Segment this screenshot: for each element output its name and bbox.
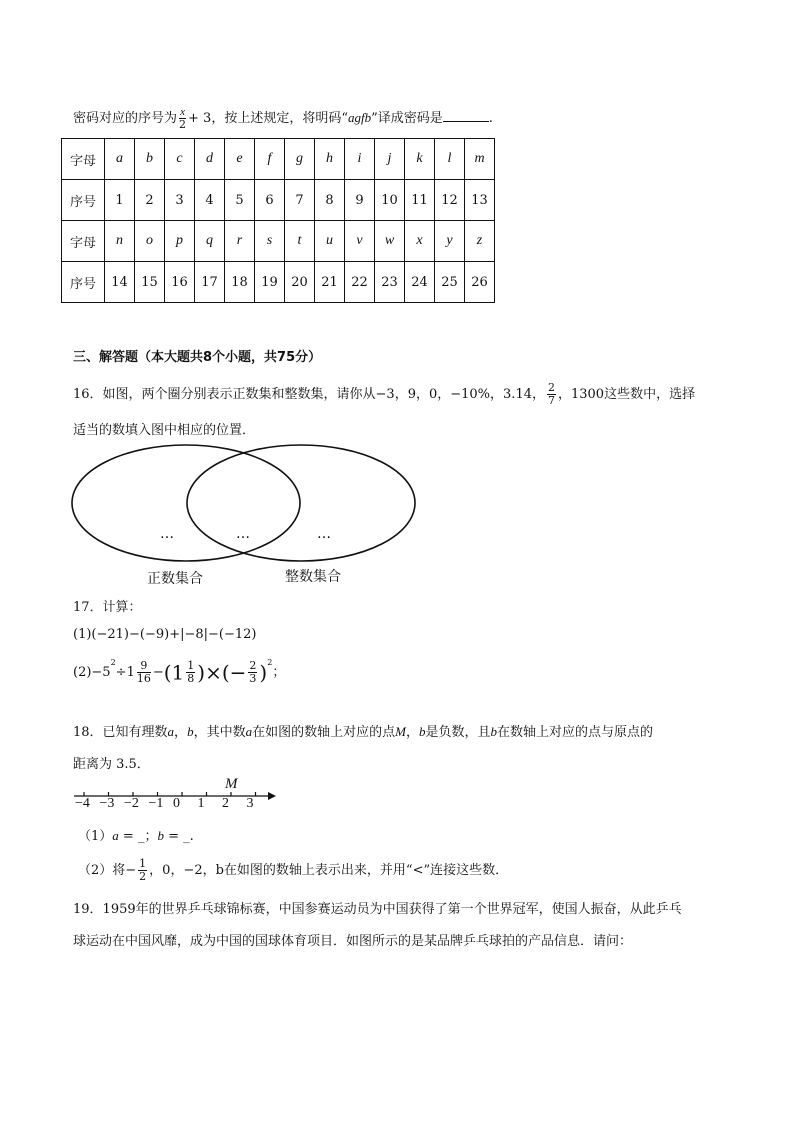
table-cell: b: [135, 139, 165, 180]
table-header-cell: 序号: [62, 180, 105, 221]
table-cell: 2: [135, 180, 165, 221]
table-cell: u: [315, 221, 345, 262]
q16-line1: 16．如图，两个圈分别表示正数集和整数集，请你从−3，9，0，−10%，3.14， $\frac{2}{7}$ ，1300这些数中，选择: [73, 381, 696, 407]
table-cell: 1: [105, 180, 135, 221]
q18-line1: 18．已知有理数a，b，其中数a在如图的数轴上对应的点M，b是负数，且b在数轴上对应的点与原点的: [73, 724, 653, 740]
number-line-label-M: M: [225, 776, 238, 792]
table-cell: m: [465, 139, 495, 180]
table-cell: 24: [405, 262, 435, 303]
table-header-cell: 序号: [62, 262, 105, 303]
table-row: [62, 180, 495, 221]
q15-mid: ，按上述规定，将明码“: [211, 111, 348, 126]
q15-prefix: 密码对应的序号为: [73, 111, 178, 126]
table-cell: 4: [195, 180, 225, 221]
table-cell: 19: [255, 262, 285, 303]
q16-fraction: $\frac{2}{7}$: [547, 381, 555, 407]
venn-label-positive: 正数集合: [147, 571, 203, 587]
table-cell: 9: [345, 180, 375, 221]
table-cell: k: [405, 139, 435, 180]
table-cell: a: [105, 139, 135, 180]
table-cell: 16: [165, 262, 195, 303]
table-cell: 3: [165, 180, 195, 221]
table-cell: 8: [315, 180, 345, 221]
table-row: [62, 139, 495, 180]
table-cell: t: [285, 221, 315, 262]
table-row: [62, 221, 495, 262]
number-line-tick-label: 2: [222, 796, 229, 811]
positive-set-ellipse: [72, 445, 300, 561]
venn-dots-mid: …: [236, 526, 250, 542]
table-cell: l: [435, 139, 465, 180]
table-cell: v: [345, 221, 375, 262]
table-cell: 11: [405, 180, 435, 221]
table-header-cell: 字母: [62, 139, 105, 180]
table-cell: 5: [225, 180, 255, 221]
table-cell: d: [195, 139, 225, 180]
table-cell: o: [135, 221, 165, 262]
table-cell: 18: [225, 262, 255, 303]
table-cell: z: [465, 221, 495, 262]
q18-sub1: （1）a = _；b = _.: [78, 828, 194, 844]
table-cell: i: [345, 139, 375, 180]
table-cell: q: [195, 221, 225, 262]
q18-line2: 距离为 3.5．: [73, 757, 150, 772]
table-cell: x: [405, 221, 435, 262]
q17-part1: (1)(−21)−(−9)+|−8|−(−12): [73, 627, 257, 642]
q15-suffix: ”译成密码是: [371, 111, 443, 126]
table-cell: f: [255, 139, 285, 180]
number-line-tick-label: −1: [148, 796, 164, 811]
q17-part2: $(2)-5^2\div 1$ $\frac{9}{16}$ −(1 $\frac{1}{8}$ )×(− $\frac{2}{3}$ )$^2$；: [73, 658, 286, 685]
q17-title: 17．计算：: [73, 600, 142, 615]
venn-label-integer: 整数集合: [285, 569, 341, 585]
venn-diagram: [70, 440, 420, 590]
table-cell: 6: [255, 180, 285, 221]
q18-sub2: （2）将− $\frac{1}{2}$ ，0，−2，b在如图的数轴上表示出来，并用“<”连接这些数．: [78, 857, 509, 883]
number-line-tick-label: 0: [173, 796, 180, 811]
table-cell: 10: [375, 180, 405, 221]
venn-dots-left: …: [160, 526, 174, 542]
q15-plain: agfb: [347, 110, 372, 125]
q15-plus3: + 3: [188, 111, 212, 126]
number-line-tick-label: −2: [124, 796, 139, 811]
table-cell: 17: [195, 262, 225, 303]
table-row: [62, 262, 495, 303]
q19-line2: 球运动在中国风靡，成为中国的国球体育项目．如图所示的是某品牌乒乓球拍的产品信息．请问：: [73, 934, 633, 949]
table-cell: e: [225, 139, 255, 180]
cipher-table: [61, 138, 495, 303]
table-cell: p: [165, 221, 195, 262]
table-cell: 22: [345, 262, 375, 303]
table-cell: y: [435, 221, 465, 262]
table-cell: h: [315, 139, 345, 180]
table-cell: 15: [135, 262, 165, 303]
table-cell: 25: [435, 262, 465, 303]
number-line-tick-label: −4: [75, 796, 90, 811]
table-cell: 23: [375, 262, 405, 303]
table-cell: c: [165, 139, 195, 180]
number-line-tick-label: 3: [246, 796, 254, 811]
table-cell: g: [285, 139, 315, 180]
number-line-tick-label: 1: [197, 796, 205, 811]
table-cell: 7: [285, 180, 315, 221]
table-cell: 14: [105, 262, 135, 303]
q16-line2: 适当的数填入图中相应的位置．: [73, 423, 256, 438]
table-cell: r: [225, 221, 255, 262]
table-cell: 20: [285, 262, 315, 303]
table-cell: 13: [465, 180, 495, 221]
table-cell: j: [375, 139, 405, 180]
table-cell: 12: [435, 180, 465, 221]
q19-line1: 19．1959年的世界乒乓球锦标赛，中国参赛运动员为中国获得了第一个世界冠军，使国人振奋，从此乒乓: [73, 902, 682, 917]
venn-dots-right: …: [317, 526, 331, 542]
table-cell: n: [105, 221, 135, 262]
table-cell: w: [375, 221, 405, 262]
integer-set-ellipse: [187, 445, 415, 561]
q15-answer-blank: [443, 109, 489, 122]
number-line-ticks: [72, 796, 282, 816]
number-line-tick-label: −3: [99, 796, 115, 811]
table-cell: 21: [315, 262, 345, 303]
q15-fraction: $\frac{x}{2}$: [179, 106, 187, 131]
q15-line: 密码对应的序号为 $\frac{x}{2}$ + 3，按上述规定，将明码“agfb”译成密码是 .: [73, 106, 493, 131]
table-cell: s: [255, 221, 285, 262]
table-header-cell: 字母: [62, 221, 105, 262]
table-cell: 26: [465, 262, 495, 303]
section-heading: 三、解答题（本大题共8个小题，共75分）: [73, 350, 322, 365]
